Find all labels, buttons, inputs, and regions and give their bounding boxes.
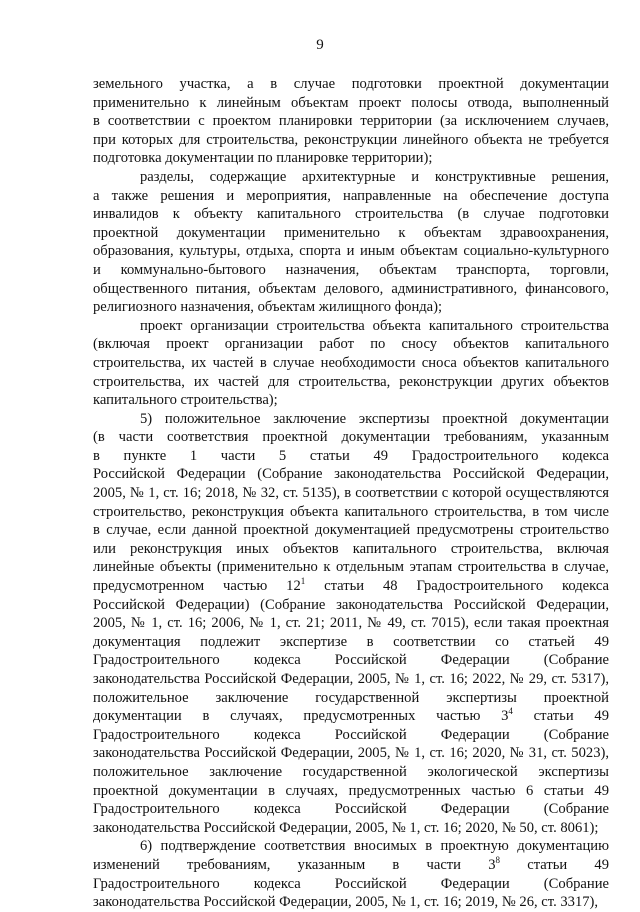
text-line: при которых для строительства, реконструкции линейного объекта не требуется [93, 131, 609, 148]
text-line: (в части соответствия проектной документации требованиям, указанным [93, 429, 609, 446]
text-line: Российской Федерации (Собрание законодательства Российской Федерации, [93, 466, 609, 483]
text-line: (включая проект организации работ по сносу объектов капитального [93, 336, 609, 353]
text-line: документации в случаях, предусмотренных частью $3^4$ статьи 49 [93, 706, 609, 725]
text-line: изменений требованиям, указанным в части $3^8$ статьи 49 [93, 854, 610, 873]
text-line: а также решения и мероприятия, направленные на обеспечение доступа [93, 187, 609, 204]
paragraph [93, 837, 609, 911]
text-line: законодательства Российской Федерации, 2005, № 1, ст. 16; 2019, № 26, ст. 3317), [93, 894, 599, 911]
text-line: или реконструкция иных объектов капитального строительства, включая [93, 540, 609, 557]
text-line: законодательства Российской Федерации, 2005, № 1, ст. 16; 2020, № 50, ст. 8061); [93, 819, 599, 836]
text-line: в случае, если данной проектной документацией предусмотрены строительство [93, 522, 609, 539]
text-line: строительства, их частей для строительства, реконструкции других объектов [93, 373, 609, 390]
superscript: 8 [495, 854, 501, 865]
text-line: законодательства Российской Федерации, 2005, № 1, ст. 16; 2022, № 29, ст. 5317), [93, 671, 609, 687]
text-line: Российской Федерации) (Собрание законодательства Российской Федерации, [93, 596, 609, 613]
text-line: Градостроительного кодекса Российской Федерации (Собрание [93, 875, 609, 892]
page-number: 9 [316, 37, 324, 53]
text-line: 2005, № 1, ст. 16; 2018, № 32, ст. 5135), в соответствии с которой осуществляются [93, 485, 609, 502]
document-body [93, 75, 609, 912]
text-line: 5) положительное заключение экспертизы проектной документации [140, 410, 609, 427]
text-line: религиозного назначения, объектам жилищного фонда); [93, 299, 443, 316]
text-line: 2005, № 1, ст. 16; 2006, № 1, ст. 21; 2011, № 49, ст. 7015), если такая проектная [93, 615, 609, 632]
text-line: в соответствии с проектом планировки территории (за исключением случаев, [93, 113, 609, 130]
paragraph [93, 410, 609, 838]
text-line: положительное заключение государственной экспертизы проектной [93, 689, 609, 706]
text-line: капитального строительства); [93, 392, 278, 409]
text-line: Градостроительного кодекса Российской Федерации (Собрание [93, 801, 609, 818]
text-line: проектной документации в случаях, предусмотренных частью 6 статьи 49 [93, 782, 609, 799]
text-line: положительное заключение государственной экологической экспертизы [93, 763, 609, 780]
text-line: Градостроительного кодекса Российской Федерации (Собрание [93, 652, 609, 669]
text-line: общественного питания, объектам делового, административного, финансового, [93, 280, 609, 297]
text-line: и коммунально-бытового назначения, объектам транспорта, торговли, [93, 261, 609, 278]
superscript: 1 [300, 576, 306, 587]
text-line: проектной документации применительно к объектам здравоохранения, [93, 224, 609, 241]
text-line: разделы, содержащие архитектурные и конструктивные решения, [140, 168, 609, 185]
text-line: применительно к линейным объектам проект полосы отвода, выполненный [93, 94, 609, 111]
text-line: строительство, реконструкция объекта капитального строительства, в том числе [93, 503, 609, 520]
superscript: 4 [508, 706, 513, 717]
paragraph [93, 317, 609, 410]
text-line: земельного участка, а в случае подготовки проектной документации [93, 76, 609, 92]
text-line: линейные объекты (применительно к отдельным этапам строительства в случае, [93, 559, 609, 576]
text-line: документация подлежит экспертизе в соответствии со статьей 49 [93, 633, 609, 650]
paragraph [93, 75, 609, 168]
text-line: инвалидов к объекту капитального строительства (в случае подготовки [93, 206, 609, 223]
text-line: строительства, их частей в случае необходимости сноса объектов капитального [93, 354, 609, 371]
text-line: образования, культуры, отдыха, спорта и иным объектам социально-культурного [93, 243, 609, 260]
text-line: законодательства Российской Федерации, 2005, № 1, ст. 16; 2020, № 31, ст. 5023), [93, 745, 609, 762]
text-line: Градостроительного кодекса Российской Федерации (Собрание [93, 726, 609, 743]
paragraph [93, 168, 609, 317]
text-line: проект организации строительства объекта капитального строительства [140, 317, 609, 334]
text-line: в пункте 1 части 5 статьи 49 Градостроительного кодекса [93, 447, 609, 464]
text-line: предусмотренном частью $12^1$ статьи 48 Градостроительного кодекса [93, 576, 609, 595]
text-line: 6) подтверждение соответствия вносимых в проектную документацию [140, 838, 609, 855]
text-line: подготовка документации по планировке территории); [93, 150, 433, 167]
